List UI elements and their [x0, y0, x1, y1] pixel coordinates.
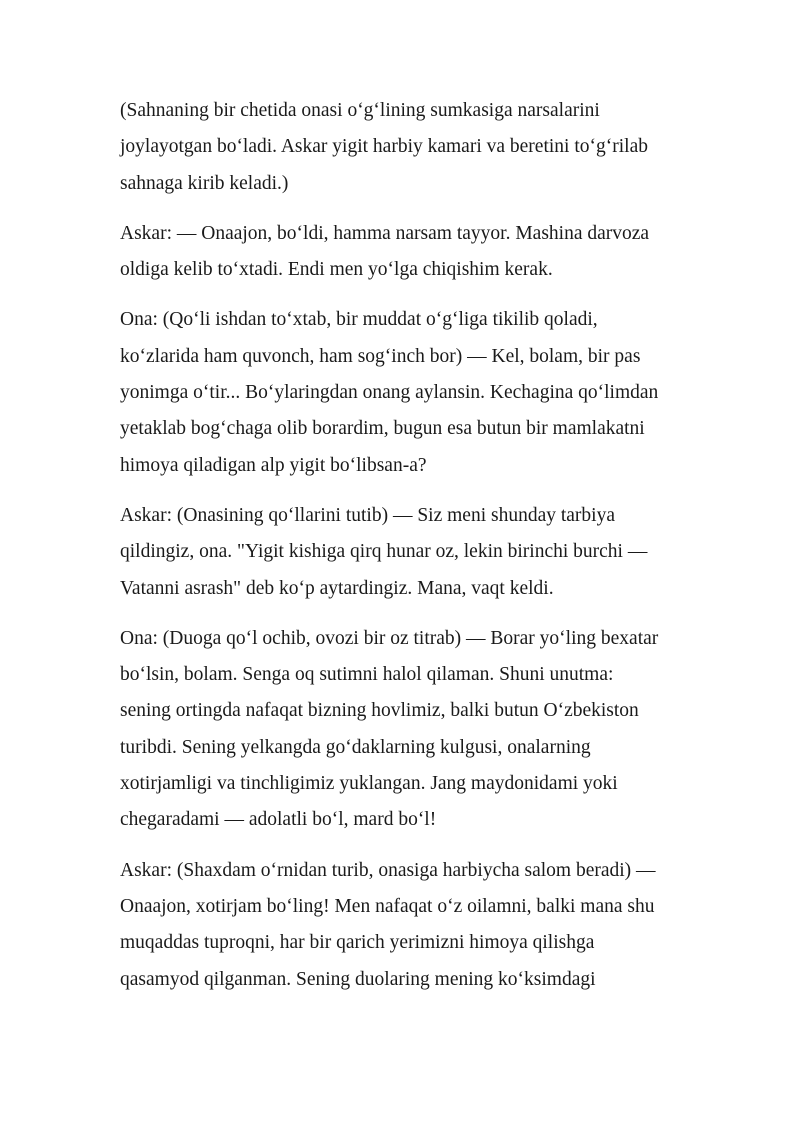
text-line: Onaajon, xotirjam bo‘ling! Men nafaqat o‘z oilamni, balki mana shu — [120, 895, 655, 917]
text-line: Ona: (Duoga qo‘l ochib, ovozi bir oz titrab) — Borar yo‘ling bexatar — [120, 627, 659, 649]
text-line: Vatanni asrash" deb ko‘p aytardingiz. Mana, vaqt keldi. — [120, 577, 554, 599]
text-line: Askar: (Shaxdam o‘rnidan turib, onasiga harbiycha salom beradi) — — [120, 859, 656, 881]
text-line: yetaklab bog‘chaga olib borardim, bugun esa butun bir mamlakatni — [120, 418, 645, 440]
document-body — [120, 93, 730, 1012]
text-line: muqaddas tuproqni, har bir qarich yerimizni himoya qilishga — [120, 932, 595, 954]
text-line: joylayotgan bo‘ladi. Askar yigit harbiy kamari va beretini to‘g‘rilab — [120, 136, 648, 158]
text-line: qildingiz, ona. "Yigit kishiga qirq hunar oz, lekin birinchi burchi — — [120, 541, 648, 563]
text-line: (Sahnaning bir chetida onasi o‘g‘lining sumkasiga narsalarini — [120, 100, 600, 121]
text-line: Askar: — Onaajon, bo‘ldi, hamma narsam tayyor. Mashina darvoza — [120, 222, 650, 244]
text-line: sening ortingda nafaqat bizning hovlimiz, balki butun O‘zbekiston — [120, 700, 639, 722]
stage-direction-paragraph — [120, 93, 730, 202]
dialogue-paragraph — [120, 498, 730, 607]
text-line: sahnaga kirib keladi.) — [120, 172, 289, 194]
text-line: Askar: (Onasining qo‘llarini tutib) — Siz meni shunday tarbiya — [120, 504, 615, 526]
text-line: oldiga kelib to‘xtadi. Endi men yo‘lga chiqishim kerak. — [120, 259, 553, 281]
text-line: himoya qiladigan alp yigit bo‘libsan-a? — [120, 454, 427, 476]
text-line: bo‘lsin, bolam. Senga oq sutimni halol qilaman. Shuni unutma: — [120, 664, 614, 686]
text-line: ko‘zlarida ham quvonch, ham sog‘inch bor) — Kel, bolam, bir pas — [120, 345, 641, 367]
text-line: yonimga o‘tir... Bo‘ylaringdan onang aylansin. Kechagina qo‘limdan — [120, 382, 659, 404]
dialogue-paragraph — [120, 853, 730, 998]
dialogue-paragraph — [120, 621, 730, 839]
dialogue-paragraph — [120, 216, 730, 289]
text-line: Ona: (Qo‘li ishdan to‘xtab, bir muddat o‘g‘liga tikilib qoladi, — [120, 309, 598, 331]
text-line: xotirjamligi va tinchligimiz yuklangan. Jang maydonidami yoki — [120, 773, 618, 795]
text-line: chegaradami — adolatli bo‘l, mard bo‘l! — [120, 809, 437, 831]
text-line: qasamyod qilganman. Sening duolaring mening ko‘ksimdagi — [120, 968, 596, 990]
dialogue-paragraph — [120, 302, 730, 483]
text-line: turibdi. Sening yelkangda go‘daklarning kulgusi, onalarning — [120, 736, 591, 758]
